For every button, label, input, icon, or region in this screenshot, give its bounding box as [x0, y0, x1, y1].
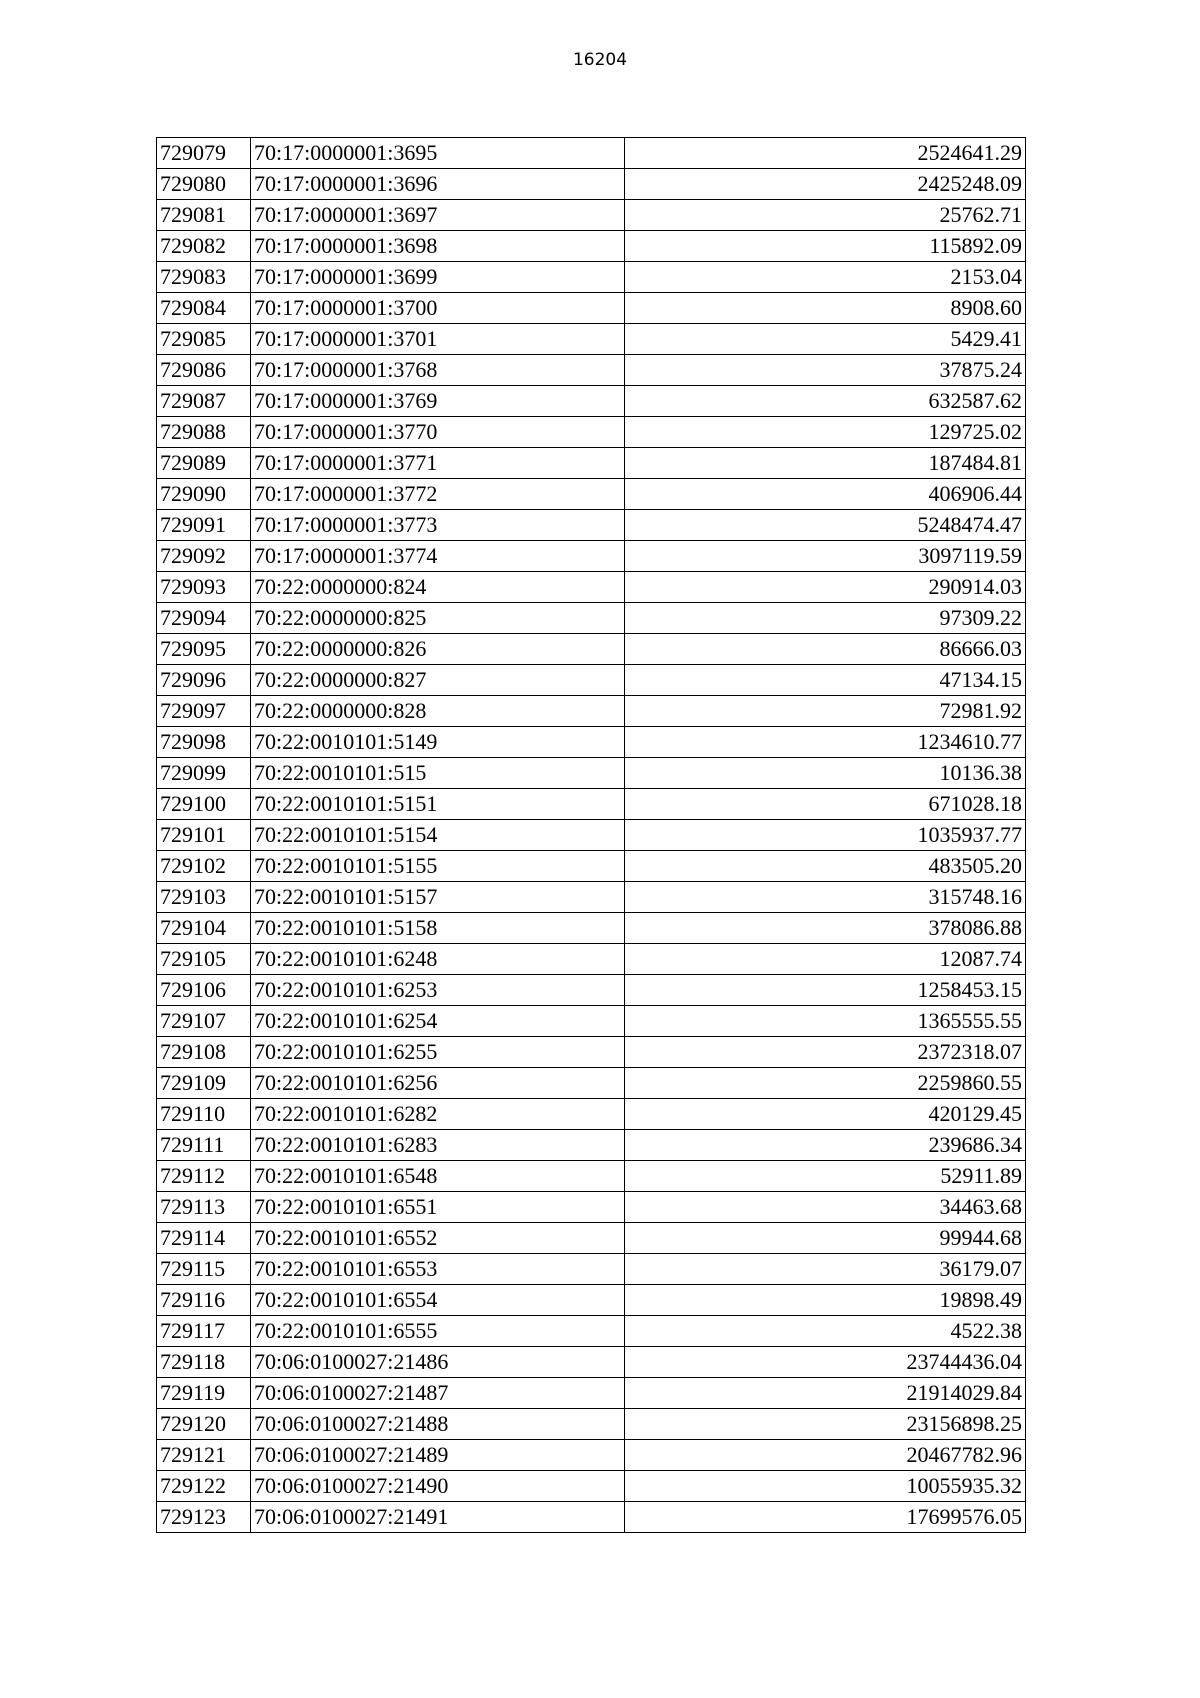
page-number: 16204 [572, 50, 628, 70]
row-number-cell: 729103 [157, 882, 251, 913]
cadastral-value-cell: 1365555.55 [625, 1006, 1026, 1037]
cadastral-value-cell: 12087.74 [625, 944, 1026, 975]
cadastral-value-cell: 99944.68 [625, 1223, 1026, 1254]
row-number-cell: 729113 [157, 1192, 251, 1223]
cadastral-number-cell: 70:22:0010101:6254 [251, 1006, 625, 1037]
row-number-cell: 729102 [157, 851, 251, 882]
cadastral-value-table [156, 137, 1026, 1533]
cadastral-value-cell: 5248474.47 [625, 510, 1026, 541]
cadastral-number-cell: 70:22:0010101:5151 [251, 789, 625, 820]
table-row [157, 417, 1026, 448]
row-number-cell: 729100 [157, 789, 251, 820]
table-row [157, 386, 1026, 417]
cadastral-value-cell: 23744436.04 [625, 1347, 1026, 1378]
cadastral-value-cell: 2153.04 [625, 262, 1026, 293]
table-row [157, 169, 1026, 200]
table-row [157, 479, 1026, 510]
row-number-cell: 729111 [157, 1130, 251, 1161]
cadastral-number-cell: 70:06:0100027:21491 [251, 1502, 625, 1533]
table-row [157, 1192, 1026, 1223]
table-row [157, 1316, 1026, 1347]
table-row [157, 1471, 1026, 1502]
table-row [157, 727, 1026, 758]
cadastral-value-cell: 34463.68 [625, 1192, 1026, 1223]
cadastral-value-cell: 1035937.77 [625, 820, 1026, 851]
cadastral-value-cell: 37875.24 [625, 355, 1026, 386]
table-row [157, 293, 1026, 324]
table-row [157, 1130, 1026, 1161]
cadastral-value-cell: 20467782.96 [625, 1440, 1026, 1471]
row-number-cell: 729082 [157, 231, 251, 262]
cadastral-number-cell: 70:06:0100027:21489 [251, 1440, 625, 1471]
cadastral-value-cell: 86666.03 [625, 634, 1026, 665]
cadastral-number-cell: 70:17:0000001:3774 [251, 541, 625, 572]
cadastral-value-cell: 2425248.09 [625, 169, 1026, 200]
cadastral-value-cell: 671028.18 [625, 789, 1026, 820]
row-number-cell: 729101 [157, 820, 251, 851]
table-row [157, 944, 1026, 975]
table-row [157, 665, 1026, 696]
cadastral-number-cell: 70:22:0010101:5157 [251, 882, 625, 913]
cadastral-number-cell: 70:22:0010101:6554 [251, 1285, 625, 1316]
row-number-cell: 729105 [157, 944, 251, 975]
cadastral-number-cell: 70:22:0010101:6253 [251, 975, 625, 1006]
row-number-cell: 729086 [157, 355, 251, 386]
row-number-cell: 729116 [157, 1285, 251, 1316]
row-number-cell: 729084 [157, 293, 251, 324]
cadastral-number-cell: 70:22:0010101:6553 [251, 1254, 625, 1285]
table-row [157, 1409, 1026, 1440]
row-number-cell: 729121 [157, 1440, 251, 1471]
cadastral-value-cell: 1234610.77 [625, 727, 1026, 758]
row-number-cell: 729110 [157, 1099, 251, 1130]
table-row [157, 882, 1026, 913]
cadastral-value-cell: 97309.22 [625, 603, 1026, 634]
cadastral-value-cell: 4522.38 [625, 1316, 1026, 1347]
table-row [157, 231, 1026, 262]
row-number-cell: 729106 [157, 975, 251, 1006]
table-row [157, 200, 1026, 231]
cadastral-number-cell: 70:17:0000001:3696 [251, 169, 625, 200]
row-number-cell: 729104 [157, 913, 251, 944]
cadastral-number-cell: 70:17:0000001:3697 [251, 200, 625, 231]
cadastral-number-cell: 70:22:0010101:6551 [251, 1192, 625, 1223]
cadastral-value-cell: 115892.09 [625, 231, 1026, 262]
row-number-cell: 729094 [157, 603, 251, 634]
table-row [157, 1254, 1026, 1285]
table-row [157, 355, 1026, 386]
cadastral-value-cell: 21914029.84 [625, 1378, 1026, 1409]
cadastral-value-cell: 52911.89 [625, 1161, 1026, 1192]
cadastral-value-cell: 1258453.15 [625, 975, 1026, 1006]
table-row [157, 975, 1026, 1006]
row-number-cell: 729080 [157, 169, 251, 200]
table-row [157, 541, 1026, 572]
cadastral-value-cell: 3097119.59 [625, 541, 1026, 572]
cadastral-value-cell: 187484.81 [625, 448, 1026, 479]
table-row [157, 448, 1026, 479]
table-row [157, 324, 1026, 355]
row-number-cell: 729099 [157, 758, 251, 789]
table-row [157, 1037, 1026, 1068]
table-row [157, 138, 1026, 169]
table-row [157, 758, 1026, 789]
cadastral-number-cell: 70:17:0000001:3773 [251, 510, 625, 541]
row-number-cell: 729120 [157, 1409, 251, 1440]
cadastral-value-cell: 47134.15 [625, 665, 1026, 696]
cadastral-value-cell: 290914.03 [625, 572, 1026, 603]
table-row [157, 1502, 1026, 1533]
cadastral-number-cell: 70:22:0010101:6256 [251, 1068, 625, 1099]
cadastral-number-cell: 70:22:0000000:825 [251, 603, 625, 634]
cadastral-value-cell: 406906.44 [625, 479, 1026, 510]
table-row [157, 789, 1026, 820]
cadastral-number-cell: 70:22:0010101:6255 [251, 1037, 625, 1068]
row-number-cell: 729095 [157, 634, 251, 665]
cadastral-value-cell: 5429.41 [625, 324, 1026, 355]
cadastral-number-cell: 70:22:0000000:828 [251, 696, 625, 727]
row-number-cell: 729122 [157, 1471, 251, 1502]
row-number-cell: 729089 [157, 448, 251, 479]
cadastral-value-cell: 378086.88 [625, 913, 1026, 944]
cadastral-number-cell: 70:22:0010101:5158 [251, 913, 625, 944]
row-number-cell: 729097 [157, 696, 251, 727]
cadastral-number-cell: 70:22:0010101:5155 [251, 851, 625, 882]
table-row [157, 1099, 1026, 1130]
row-number-cell: 729087 [157, 386, 251, 417]
row-number-cell: 729115 [157, 1254, 251, 1285]
cadastral-number-cell: 70:06:0100027:21487 [251, 1378, 625, 1409]
cadastral-number-cell: 70:17:0000001:3701 [251, 324, 625, 355]
row-number-cell: 729079 [157, 138, 251, 169]
row-number-cell: 729093 [157, 572, 251, 603]
table-row [157, 1285, 1026, 1316]
cadastral-number-cell: 70:22:0010101:5149 [251, 727, 625, 758]
cadastral-number-cell: 70:17:0000001:3699 [251, 262, 625, 293]
cadastral-number-cell: 70:17:0000001:3769 [251, 386, 625, 417]
row-number-cell: 729112 [157, 1161, 251, 1192]
cadastral-number-cell: 70:22:0010101:6283 [251, 1130, 625, 1161]
row-number-cell: 729091 [157, 510, 251, 541]
cadastral-number-cell: 70:17:0000001:3771 [251, 448, 625, 479]
cadastral-number-cell: 70:22:0010101:6555 [251, 1316, 625, 1347]
table-row [157, 913, 1026, 944]
row-number-cell: 729114 [157, 1223, 251, 1254]
row-number-cell: 729109 [157, 1068, 251, 1099]
row-number-cell: 729108 [157, 1037, 251, 1068]
table-row [157, 1161, 1026, 1192]
cadastral-number-cell: 70:17:0000001:3772 [251, 479, 625, 510]
table-row [157, 696, 1026, 727]
cadastral-value-cell: 315748.16 [625, 882, 1026, 913]
cadastral-number-cell: 70:06:0100027:21488 [251, 1409, 625, 1440]
row-number-cell: 729090 [157, 479, 251, 510]
cadastral-value-cell: 420129.45 [625, 1099, 1026, 1130]
row-number-cell: 729119 [157, 1378, 251, 1409]
row-number-cell: 729117 [157, 1316, 251, 1347]
table-row [157, 1378, 1026, 1409]
cadastral-value-cell: 10136.38 [625, 758, 1026, 789]
cadastral-number-cell: 70:22:0010101:6248 [251, 944, 625, 975]
cadastral-number-cell: 70:22:0000000:827 [251, 665, 625, 696]
table-row [157, 1068, 1026, 1099]
cadastral-value-cell: 17699576.05 [625, 1502, 1026, 1533]
cadastral-value-cell: 483505.20 [625, 851, 1026, 882]
table-row [157, 1347, 1026, 1378]
cadastral-value-cell: 2259860.55 [625, 1068, 1026, 1099]
table-row [157, 820, 1026, 851]
cadastral-number-cell: 70:17:0000001:3768 [251, 355, 625, 386]
cadastral-value-cell: 8908.60 [625, 293, 1026, 324]
cadastral-value-cell: 2524641.29 [625, 138, 1026, 169]
row-number-cell: 729118 [157, 1347, 251, 1378]
cadastral-number-cell: 70:17:0000001:3695 [251, 138, 625, 169]
row-number-cell: 729083 [157, 262, 251, 293]
cadastral-value-cell: 10055935.32 [625, 1471, 1026, 1502]
row-number-cell: 729096 [157, 665, 251, 696]
cadastral-number-cell: 70:22:0010101:6552 [251, 1223, 625, 1254]
cadastral-number-cell: 70:22:0000000:824 [251, 572, 625, 603]
table-body [157, 138, 1026, 1533]
cadastral-number-cell: 70:17:0000001:3698 [251, 231, 625, 262]
table-row [157, 262, 1026, 293]
cadastral-number-cell: 70:17:0000001:3770 [251, 417, 625, 448]
row-number-cell: 729123 [157, 1502, 251, 1533]
cadastral-number-cell: 70:22:0000000:826 [251, 634, 625, 665]
cadastral-number-cell: 70:06:0100027:21486 [251, 1347, 625, 1378]
table-row [157, 634, 1026, 665]
row-number-cell: 729081 [157, 200, 251, 231]
cadastral-number-cell: 70:06:0100027:21490 [251, 1471, 625, 1502]
table-row [157, 851, 1026, 882]
cadastral-value-cell: 36179.07 [625, 1254, 1026, 1285]
table-row [157, 1006, 1026, 1037]
cadastral-number-cell: 70:22:0010101:6282 [251, 1099, 625, 1130]
table-row [157, 572, 1026, 603]
row-number-cell: 729092 [157, 541, 251, 572]
cadastral-value-cell: 239686.34 [625, 1130, 1026, 1161]
table-row [157, 1440, 1026, 1471]
cadastral-number-cell: 70:22:0010101:515 [251, 758, 625, 789]
row-number-cell: 729088 [157, 417, 251, 448]
cadastral-value-cell: 19898.49 [625, 1285, 1026, 1316]
cadastral-number-cell: 70:22:0010101:5154 [251, 820, 625, 851]
cadastral-value-cell: 632587.62 [625, 386, 1026, 417]
row-number-cell: 729107 [157, 1006, 251, 1037]
cadastral-value-cell: 2372318.07 [625, 1037, 1026, 1068]
table-row [157, 603, 1026, 634]
row-number-cell: 729098 [157, 727, 251, 758]
cadastral-value-cell: 129725.02 [625, 417, 1026, 448]
cadastral-value-cell: 72981.92 [625, 696, 1026, 727]
table-row [157, 1223, 1026, 1254]
cadastral-number-cell: 70:17:0000001:3700 [251, 293, 625, 324]
row-number-cell: 729085 [157, 324, 251, 355]
cadastral-number-cell: 70:22:0010101:6548 [251, 1161, 625, 1192]
cadastral-value-cell: 23156898.25 [625, 1409, 1026, 1440]
cadastral-value-cell: 25762.71 [625, 200, 1026, 231]
table-row [157, 510, 1026, 541]
